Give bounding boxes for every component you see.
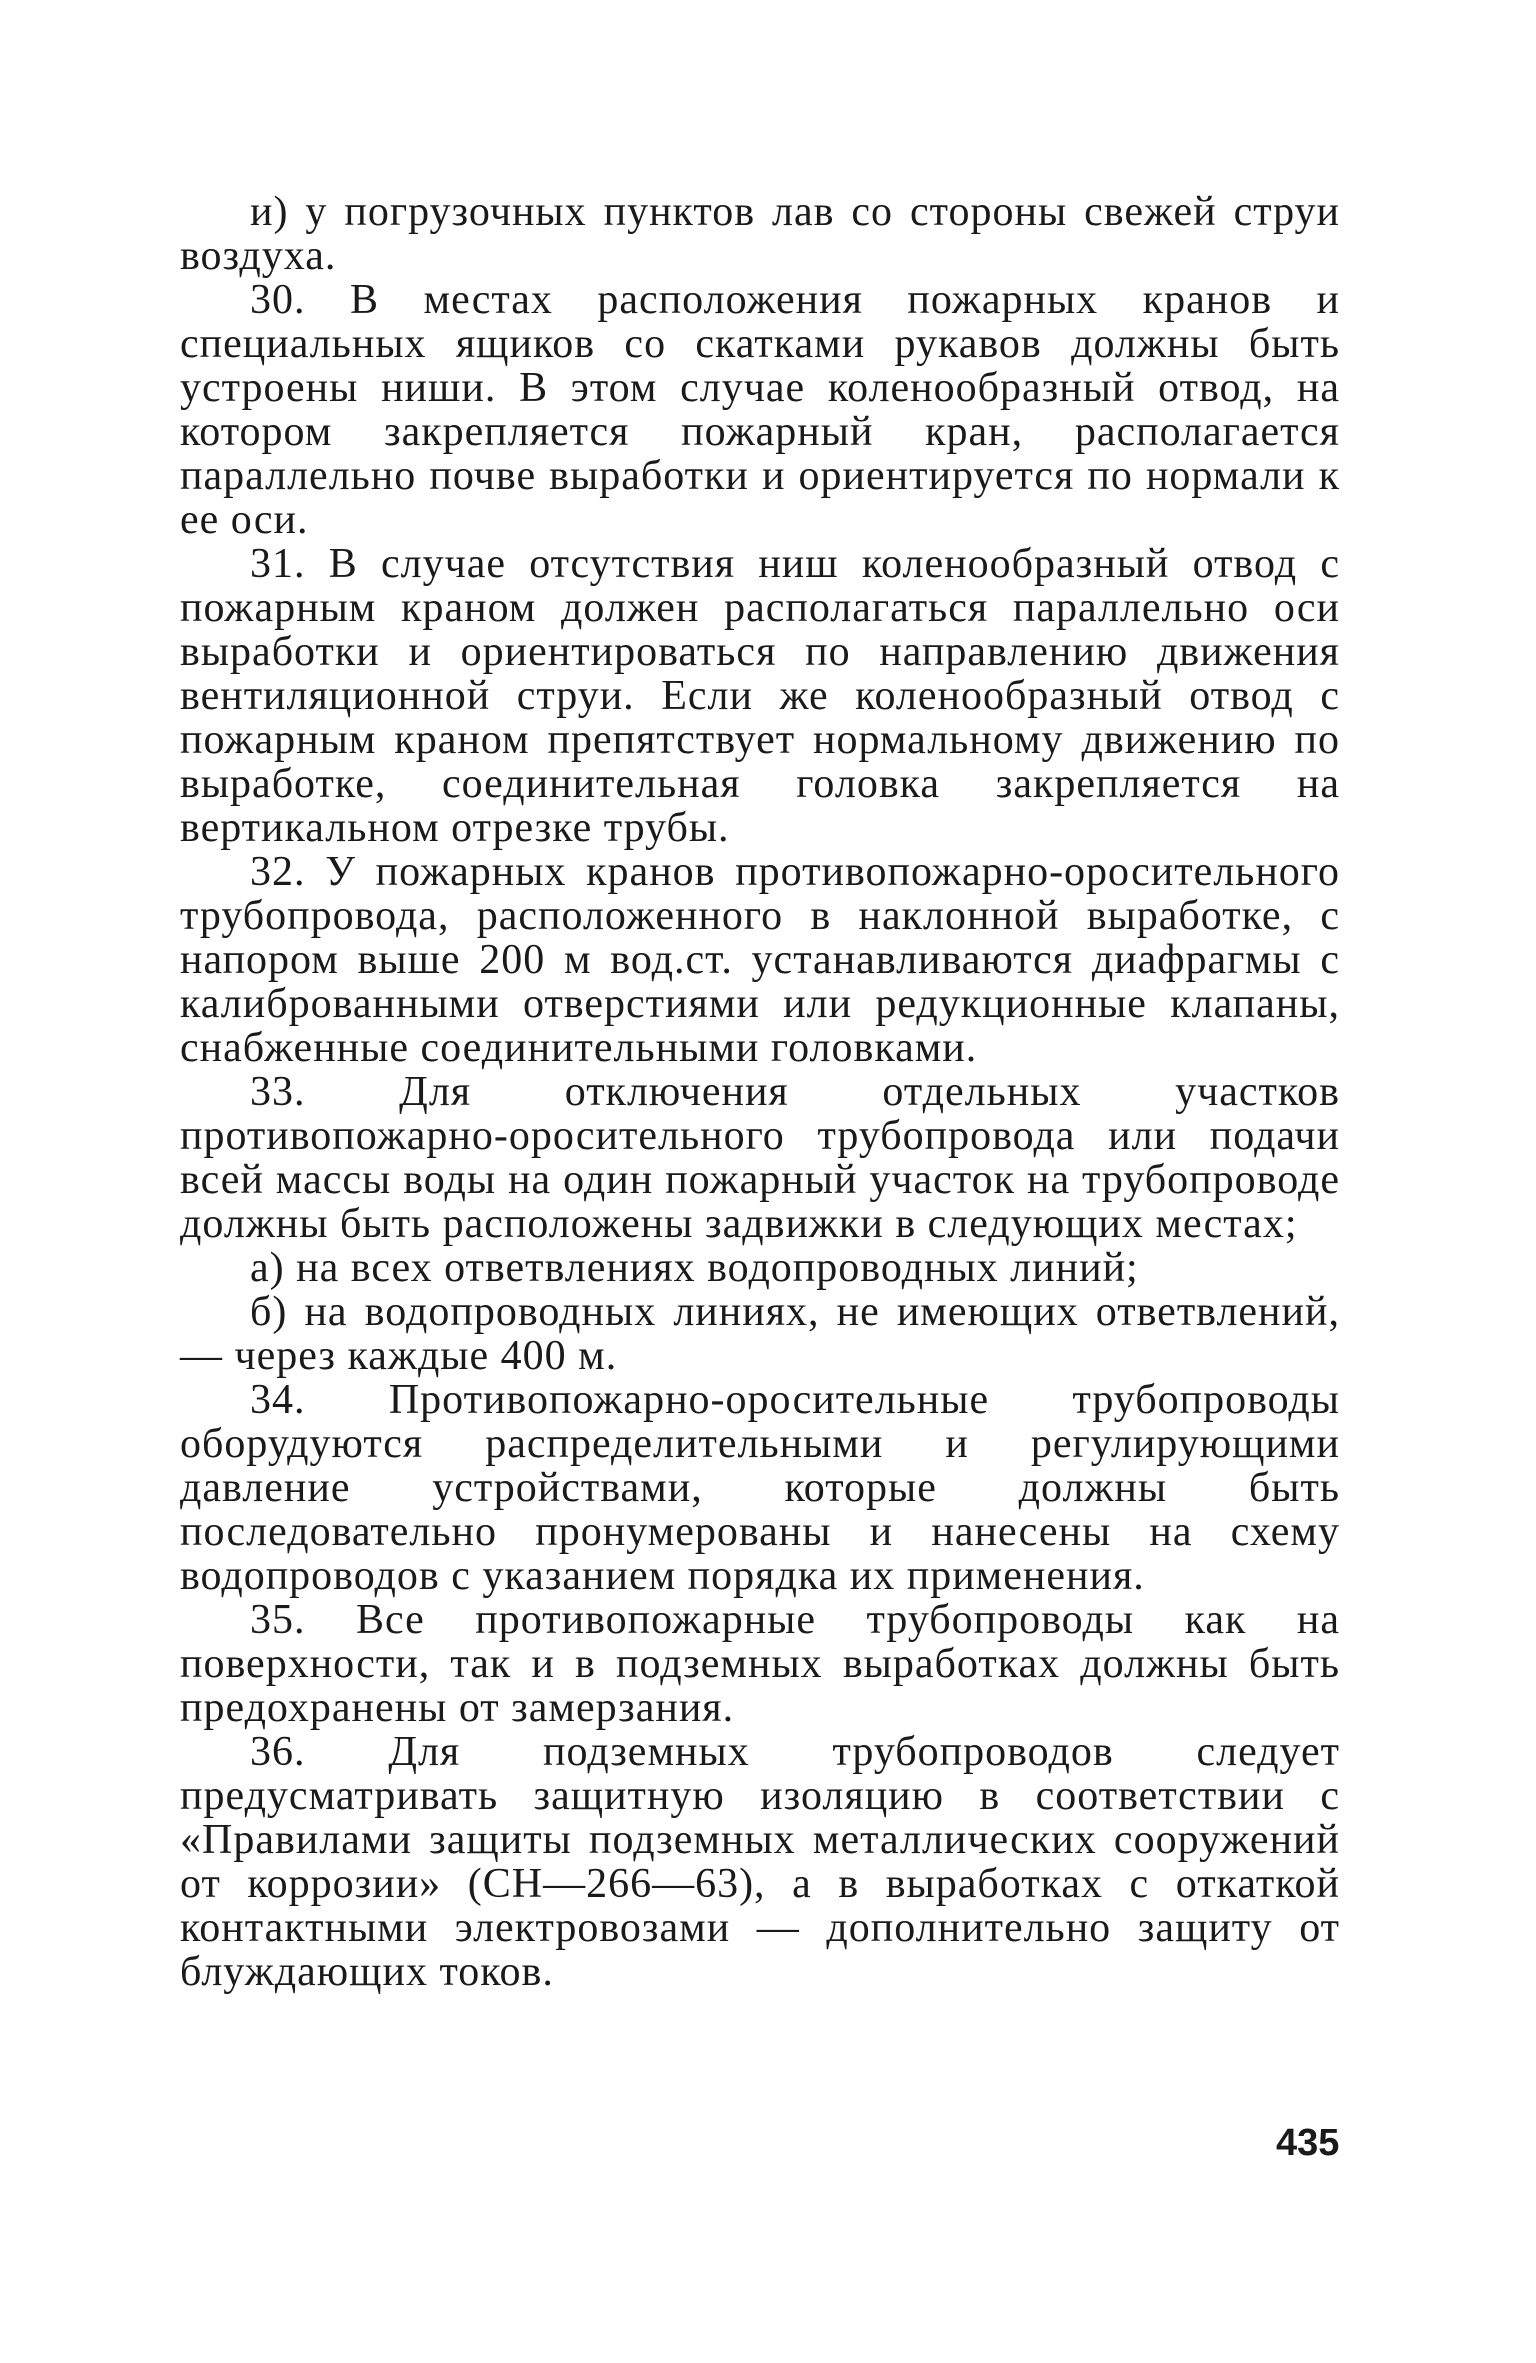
page-body: [180, 190, 1340, 1994]
paragraph-33-a: а) на всех ответвлениях водопроводных линий;: [250, 1245, 1139, 1291]
page-number: 435: [1276, 2122, 1340, 2164]
paragraph-33: 33. Для отключения отдельных участков противопожарно-оросительного трубопровода или подачи всей массы воды на один пожарный участок на трубопроводе должны быть расположены задвижки в следующих местах;: [180, 1069, 1340, 1247]
paragraph-item-i: и) у погрузочных пунктов лав со стороны свежей струи воздуха.: [180, 189, 1340, 279]
paragraph-33-b: б) на водопроводных линиях, не имеющих ответвлений, — через каждые 400 м.: [180, 1289, 1340, 1379]
paragraph-31: 31. В случае отсутствия ниш коленообразный отвод с пожарным краном должен располагаться параллельно оси выработки и ориентироваться по направлению движения вентиляционной струи. Если же коленообразный отвод с пожарным краном препятствует нормальному движению по выработке, соединительная головка закрепляется на вертикальном отрезке трубы.: [180, 541, 1340, 851]
paragraph-35: 35. Все противопожарные трубопроводы как на поверхности, так и в подземных выработках должны быть предохранены от замерзания.: [180, 1597, 1340, 1731]
paragraph-34: 34. Противопожарно-оросительные трубопроводы оборудуются распределительными и регулирующими давление устройствами, которые должны быть последовательно пронумерованы и нанесены на схему водопроводов с указанием порядка их применения.: [180, 1377, 1340, 1599]
paragraph-32: 32. У пожарных кранов противопожарно-оросительного трубопровода, расположенного в наклонной выработке, с напором выше 200 м вод.ст. устанавливаются диафрагмы с калиброванными отверстиями или редукционные клапаны, снабженные соединительными головками.: [180, 849, 1340, 1071]
paragraph-30: 30. В местах расположения пожарных кранов и специальных ящиков со скатками рукавов должны быть устроены ниши. В этом случае коленообразный отвод, на котором закрепляется пожарный кран, располагается параллельно почве выработки и ориентируется по нормали к ее оси.: [180, 277, 1340, 543]
paragraph-36: 36. Для подземных трубопроводов следует предусматривать защитную изоляцию в соответствии с «Правилами защиты подземных металлических сооружений от коррозии» (СН—266—63), а в выработках с откаткой контактными электровозами — дополнительно защиту от блуждающих токов.: [180, 1729, 1340, 1995]
